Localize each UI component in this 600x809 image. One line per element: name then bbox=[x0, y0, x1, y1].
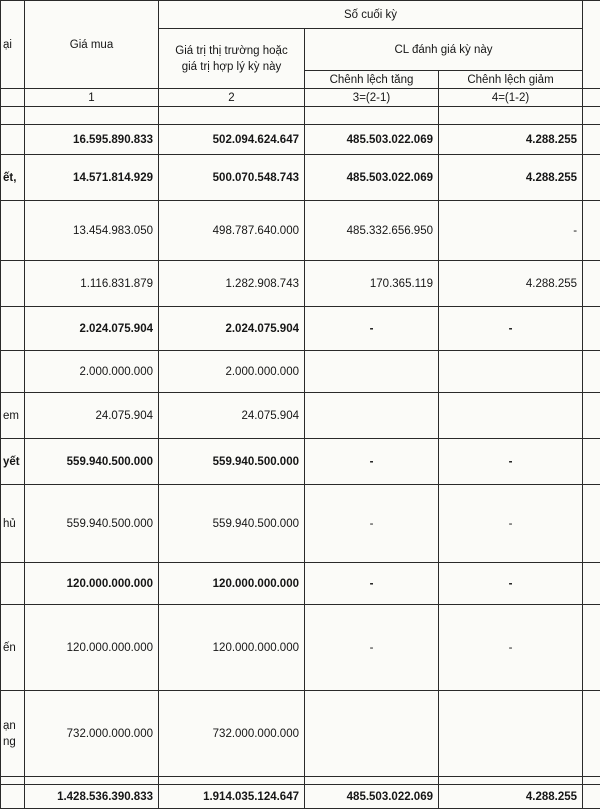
market-value-cell: 500.070.548.743 bbox=[159, 155, 305, 201]
table-row bbox=[1, 691, 600, 777]
label-column-header bbox=[1, 1, 25, 89]
edge-cell bbox=[583, 563, 600, 605]
decrease-cell: 4.288.255 bbox=[439, 125, 583, 155]
market-value-cell: 732.000.000.000 bbox=[159, 691, 305, 777]
total-label bbox=[1, 785, 25, 809]
purchase-price-cell: 559.940.500.000 bbox=[25, 485, 159, 563]
row-label: yết bbox=[1, 439, 25, 485]
edge-cell bbox=[583, 155, 600, 201]
edge-cell bbox=[583, 307, 600, 351]
row-label bbox=[1, 351, 25, 393]
row-label bbox=[1, 563, 25, 605]
increase-cell: - bbox=[305, 485, 439, 563]
table-row bbox=[1, 393, 600, 439]
edge-cell bbox=[583, 691, 600, 777]
purchase-price-cell: 2.024.075.904 bbox=[25, 307, 159, 351]
edge-cell bbox=[583, 439, 600, 485]
edge-cell bbox=[583, 485, 600, 563]
purchase-price-cell: 732.000.000.000 bbox=[25, 691, 159, 777]
purchase-price-cell: 120.000.000.000 bbox=[25, 605, 159, 691]
total-decrease: 4.288.255 bbox=[439, 785, 583, 809]
decrease-cell: - bbox=[439, 201, 583, 261]
table-row bbox=[1, 125, 600, 155]
table-row bbox=[1, 351, 600, 393]
right-edge-header bbox=[583, 1, 600, 89]
row-label: em bbox=[1, 393, 25, 439]
table-row bbox=[1, 439, 600, 485]
purchase-price-cell: 2.000.000.000 bbox=[25, 351, 159, 393]
market-value-header bbox=[159, 29, 305, 89]
decrease-cell: 4.288.255 bbox=[439, 261, 583, 307]
total-edge bbox=[583, 785, 600, 809]
row-label bbox=[1, 691, 25, 777]
column-number-3: 3=(2-1) bbox=[305, 89, 439, 107]
purchase-price-header: Giá mua bbox=[25, 1, 159, 89]
increase-cell: - bbox=[305, 307, 439, 351]
purchase-price-cell: 13.454.983.050 bbox=[25, 201, 159, 261]
increase-cell: - bbox=[305, 439, 439, 485]
row-label-line2: ng bbox=[3, 734, 19, 750]
market-value-header-line2: giá trị hợp lý kỳ này bbox=[164, 59, 299, 75]
column-number-2: 2 bbox=[159, 89, 305, 107]
row-label bbox=[1, 201, 25, 261]
increase-cell: 485.503.022.069 bbox=[305, 125, 439, 155]
header-row-1 bbox=[1, 1, 600, 29]
edge-cell bbox=[583, 125, 600, 155]
market-value-cell: 498.787.640.000 bbox=[159, 201, 305, 261]
table-row bbox=[1, 261, 600, 307]
total-row bbox=[1, 785, 600, 809]
purchase-price-cell: 14.571.814.929 bbox=[25, 155, 159, 201]
decrease-cell bbox=[439, 393, 583, 439]
increase-cell: - bbox=[305, 605, 439, 691]
increase-cell: 170.365.119 bbox=[305, 261, 439, 307]
decrease-cell: - bbox=[439, 563, 583, 605]
decrease-cell: - bbox=[439, 307, 583, 351]
total-increase: 485.503.022.069 bbox=[305, 785, 439, 809]
decrease-cell: - bbox=[439, 439, 583, 485]
edge-cell bbox=[583, 351, 600, 393]
row-label bbox=[1, 307, 25, 351]
column-number-4: 4=(1-2) bbox=[439, 89, 583, 107]
table-row bbox=[1, 605, 600, 691]
market-value-cell: 120.000.000.000 bbox=[159, 605, 305, 691]
column-number-1: 1 bbox=[25, 89, 159, 107]
increase-cell: - bbox=[305, 563, 439, 605]
edge-cell bbox=[583, 605, 600, 691]
column-number-row bbox=[1, 89, 600, 107]
row-label-line1: ạn bbox=[3, 718, 19, 734]
purchase-price-cell: 24.075.904 bbox=[25, 393, 159, 439]
market-value-cell: 2.000.000.000 bbox=[159, 351, 305, 393]
increase-cell: 485.503.022.069 bbox=[305, 155, 439, 201]
row-label: ến bbox=[1, 605, 25, 691]
market-value-cell: 559.940.500.000 bbox=[159, 439, 305, 485]
table-row bbox=[1, 307, 600, 351]
period-end-header: Số cuối kỳ bbox=[159, 1, 583, 29]
increase-cell bbox=[305, 691, 439, 777]
edge-cell bbox=[583, 393, 600, 439]
market-value-cell: 2.024.075.904 bbox=[159, 307, 305, 351]
market-value-cell: 24.075.904 bbox=[159, 393, 305, 439]
edge-cell bbox=[583, 201, 600, 261]
total-purchase-price: 1.428.536.390.833 bbox=[25, 785, 159, 809]
row-label bbox=[1, 261, 25, 307]
total-market-value: 1.914.035.124.647 bbox=[159, 785, 305, 809]
decrease-cell: 4.288.255 bbox=[439, 155, 583, 201]
market-value-header-line1: Giá trị thị trường hoặc bbox=[164, 43, 299, 59]
market-value-cell: 120.000.000.000 bbox=[159, 563, 305, 605]
column-number-edge bbox=[583, 89, 600, 107]
increase-cell bbox=[305, 393, 439, 439]
label-header-text: ại bbox=[3, 39, 12, 51]
table-row bbox=[1, 563, 600, 605]
market-value-cell: 1.282.908.743 bbox=[159, 261, 305, 307]
decrease-cell: - bbox=[439, 485, 583, 563]
table-row bbox=[1, 485, 600, 563]
market-value-cell: 559.940.500.000 bbox=[159, 485, 305, 563]
revaluation-header: CL đánh giá kỳ này bbox=[305, 29, 583, 71]
decrease-cell bbox=[439, 691, 583, 777]
table-row bbox=[1, 155, 600, 201]
edge-cell bbox=[583, 261, 600, 307]
market-value-cell: 502.094.624.647 bbox=[159, 125, 305, 155]
increase-header: Chênh lệch tăng bbox=[305, 71, 439, 89]
increase-cell bbox=[305, 351, 439, 393]
purchase-price-cell: 120.000.000.000 bbox=[25, 563, 159, 605]
row-label: ết, bbox=[1, 155, 25, 201]
spacer-row bbox=[1, 107, 600, 125]
decrease-header: Chênh lệch giảm bbox=[439, 71, 583, 89]
increase-cell: 485.332.656.950 bbox=[305, 201, 439, 261]
table-row bbox=[1, 201, 600, 261]
decrease-cell bbox=[439, 351, 583, 393]
decrease-cell: - bbox=[439, 605, 583, 691]
purchase-price-cell: 16.595.890.833 bbox=[25, 125, 159, 155]
gap-row bbox=[1, 777, 600, 785]
row-label: hủ bbox=[1, 485, 25, 563]
purchase-price-cell: 1.116.831.879 bbox=[25, 261, 159, 307]
purchase-price-cell: 559.940.500.000 bbox=[25, 439, 159, 485]
column-number-label bbox=[1, 89, 25, 107]
row-label bbox=[1, 125, 25, 155]
